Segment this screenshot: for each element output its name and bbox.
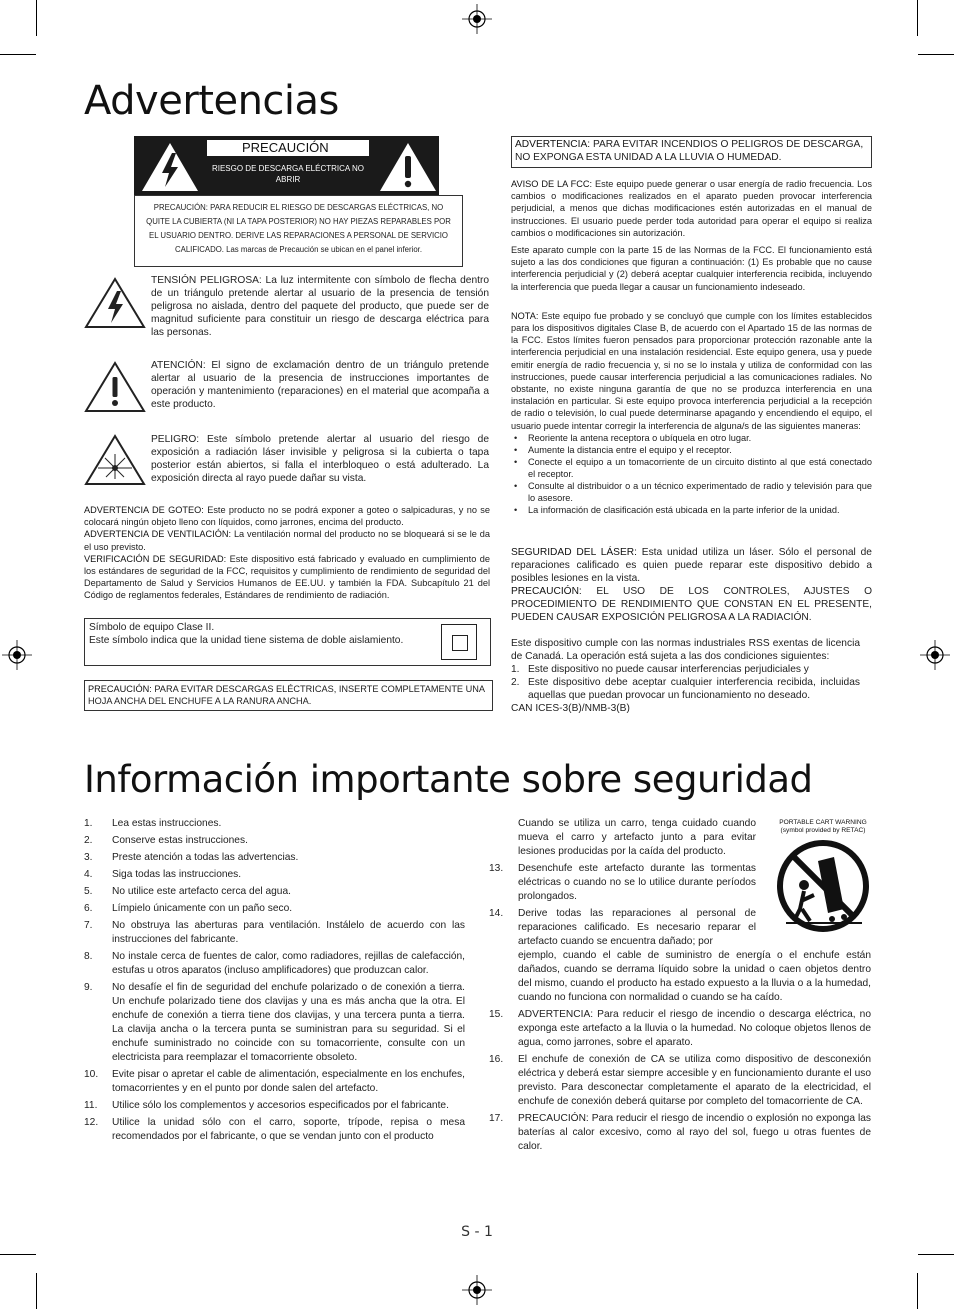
list-item: 9. No desafíe el fin de seguridad del enchufe polarizado o de conexión a tierra. Un enchufe polarizado tiene dos clavijas y una es más ancha que la otra. El enchufe de conexión a tierra tiene dos clavijas, y una tercera punta a tierra. La clavija ancha o la tercera punta se suministran para su seguridad. Si el enchufe suministrado no coincide con su tomacorriente, consulte con un electricista para reemplazar el tomacorriente obsoleto. xyxy=(84,982,465,1063)
list-item: 4. Siga todas las instrucciones. xyxy=(84,869,242,880)
fcc-paragraph-3: NOTA: Este equipo fue probado y se concluyó que cumple con los límites establecidos para los dispositivos digitales Clase B, de acuerdo con el Apartado 15 de las normas de la FCC. Estos límites fueron pensados para proporcionar protección razonable ante la interferencia perjudicial en una instalación residencial. Este equipo genera, usa y puede emitir energía de radio frecuencia y, si no se lo instala y utiliza de conformidad con las instrucciones, puede causar interferencia perjudicial a las comunicaciones radiales. No obstante, no existe ninguna garantía de que no se produzca interferencia en una instalación en particular. Si este equipo provoca interferencia perjudicial a la recepción de radio o televisión, lo cual puede determinarse apagando y encendiendo el equipo, el usuario puede intentar corregir la interferencia de alguna/s de las siguientes maneras: xyxy=(511,310,872,431)
list-item: 1. Lea estas instrucciones. xyxy=(84,818,222,829)
crop-mark xyxy=(0,1254,36,1255)
list-item: 6. Límpielo únicamente con un paño seco. xyxy=(84,903,293,914)
list-item: 13. Desenchufe este artefacto durante las tormentas eléctricas o cuando no se lo utilice durante períodos prolongados. xyxy=(489,863,756,902)
symbol-description-attention: ATENCIÓN: El signo de exclamación dentro de un triángulo pretende alertar al usuario de la presencia de instrucciones importantes de operación y mantenimiento (reparaciones) en el material que acompaña a este producto. xyxy=(151,360,489,410)
exclamation-triangle-icon xyxy=(84,361,146,413)
ventilation-warning: ADVERTENCIA DE VENTILACIÓN: La ventilación normal del producto no se bloqueará si se le da el uso previsto. xyxy=(84,529,491,552)
cart-warning-title: PORTABLE CART WARNING xyxy=(779,819,867,826)
crop-mark xyxy=(36,1273,37,1309)
caution-header: PRECAUCIÓN xyxy=(206,139,370,157)
plug-caution-box: PRECAUCIÓN: PARA EVITAR DESCARGAS ELÉCTRICAS, INSERTE COMPLETAMENTE UNA HOJA ANCHA DEL ENCHUFE A LA RANURA ANCHA. xyxy=(84,680,493,711)
list-item: 2. Conserve estas instrucciones. xyxy=(84,835,248,846)
crop-mark xyxy=(0,54,36,55)
list-item: 8. No instale cerca de fuentes de calor, como radiadores, rejillas de calefacción, estufas u otros aparatos (incluso amplificadores) que produzcan calor. xyxy=(84,951,465,976)
crop-mark xyxy=(917,0,918,36)
caution-panel xyxy=(134,136,463,267)
list-item: 3. Preste atención a todas las advertencias. xyxy=(84,852,299,863)
instructions-list-left xyxy=(84,817,465,1147)
lightning-triangle-icon xyxy=(140,141,200,193)
list-item: 7. No obstruya las aberturas para ventilación. Instálelo de acuerdo con las instrucciones del fabricante. xyxy=(84,920,465,945)
item-12-continued: Cuando se utiliza un carro, tenga cuidado cuando mueva el carro y artefacto junto a para evitar lesiones producidas por la caída del producto. xyxy=(518,818,756,857)
list-item: • Aumente la distancia entre el equipo y el receptor. xyxy=(511,444,872,456)
fcc-bullet-list xyxy=(511,432,872,516)
left-warnings xyxy=(84,504,490,602)
crop-mark xyxy=(918,1254,954,1255)
list-item: 1. Este dispositivo no puede causar interferencias perjudiciales y xyxy=(511,664,809,675)
caution-body-text: PRECAUCIÓN: PARA REDUCIR EL RIESGO DE DESCARGAS ELÉCTRICAS, NO QUITE LA CUBIERTA (NI LA TAPA POSTERIOR) NO HAY PIEZAS REPARABLES POR EL USUARIO DENTRO. DERIVE LAS REPARACIONES A PERSONAL DE SERVICIO CALIFICADO. Las marcas de Precaución se ubican en el panel inferior. xyxy=(146,203,451,254)
fcc-paragraph-1: AVISO DE LA FCC: Este equipo puede generar o usar energía de radio frecuencia. Los cambios o modificaciones realizados en el aparato pueden provocar interferencia perjudicial, a menos que dichas modificaciones estén autorizadas en el manual de instrucciones. El usuario puede perder toda autoridad para operar el equipo si realiza cambios o modificaciones sin autorización. xyxy=(511,179,872,238)
registration-mark-top xyxy=(462,4,492,34)
crop-mark xyxy=(36,0,37,36)
crop-mark xyxy=(918,54,954,55)
rss-compliance: Este dispositivo cumple con las normas industriales RSS exentas de licencia de Canadá. La operación está sujeta a las dos condiciones siguientes: 1. Este dispositivo no puede causar interferencias perjudiciales y 2. Este dispositivo debe aceptar cualquier interferencia recibida, incluidas aquellas que puedan provocar un funcionamiento no deseado. CAN ICES-3(B)/NMB-3(B) xyxy=(511,638,860,714)
list-item: 16. El enchufe de conexión de CA se utiliza como dispositivo de desconexión eléctrica y deberá estar siempre accesible y en funcionamiento durante el uso previsto. Para desconectar completamente el aparato de la electricidad, el enchufe de conexión deberá quitarse por completo del tomacorriente de CA. xyxy=(489,1054,871,1107)
cart-warning-subtitle: (symbol provided by RETAC) xyxy=(780,827,866,834)
tipping-cart-icon xyxy=(774,839,872,933)
section-title-safety: Información importante sobre seguridad xyxy=(84,758,813,801)
list-item: 12. Utilice la unidad sólo con el carro, soporte, trípode, repisa o mesa recomendados por el fabricante, o que se vendan junto con el producto xyxy=(84,1117,465,1142)
class2-title: Símbolo de equipo Clase II. xyxy=(89,622,215,633)
section-title-warnings: Advertencias xyxy=(84,78,339,124)
class2-text: Este símbolo indica que la unidad tiene sistema de doble aislamiento. xyxy=(89,635,404,646)
laser-safety: SEGURIDAD DEL LÁSER: Esta unidad utiliza un láser. Sólo el personal de reparaciones calificado es quien puede reparar este dispositivo debido a posibles lesiones en la vista. PRECAUCIÓN: EL USO DE LOS CONTROLES, AJUSTES O PROCEDIMIENTO DE RENDIMIENTO QUE CONSTAN EN EL PRESENTE, PUEDEN CAUSAR EXPOSICIÓN PELIGROSA A LA RADIACIÓN. xyxy=(511,547,872,623)
exclamation-triangle-icon xyxy=(378,141,438,193)
registration-mark-right xyxy=(920,640,950,670)
registration-mark-bottom xyxy=(462,1275,492,1305)
list-item: • Reoriente la antena receptora o ubíquela en otro lugar. xyxy=(511,432,872,444)
fire-warning-box: ADVERTENCIA: PARA EVITAR INCENDIOS O PELIGROS DE DESCARGA, NO EXPONGA ESTA UNIDAD A LA LLUVIA O HUMEDAD. xyxy=(511,136,872,168)
lightning-triangle-icon xyxy=(84,277,146,329)
symbol-description-danger: PELIGRO: Este símbolo pretende alertar al usuario del riesgo de exposición a radiación láser invisible y peligrosa si la cubierta o tapa posterior están abiertos, si falla el interbloqueo o está adulterado. La exposición directa al rayo puede dañar su vista. xyxy=(151,434,489,484)
cart-warning xyxy=(770,819,876,935)
caution-subheader: RIESGO DE DESCARGA ELÉCTRICA NO ABRIR xyxy=(211,164,365,184)
instructions-list-right xyxy=(489,1008,871,1154)
registration-mark-left xyxy=(2,640,32,670)
list-item: 14. Derive todas las reparaciones al personal de reparaciones calificado. Es necesario reparar el artefacto cuando se encuentra dañado; por xyxy=(489,908,756,947)
list-item: 5. No utilice este artefacto cerca del agua. xyxy=(84,886,291,897)
list-item: 11. Utilice sólo los complementos y accesorios especificados por el fabricante. xyxy=(84,1100,449,1111)
crop-mark xyxy=(917,1273,918,1309)
laser-triangle-icon xyxy=(84,434,146,486)
double-insulation-icon xyxy=(441,624,477,660)
list-item: • Consulte al distribuidor o a un técnico experimentado de radio y televisión para que lo asesore. xyxy=(511,480,872,504)
fcc-notice xyxy=(511,178,872,516)
drip-warning: ADVERTENCIA DE GOTEO: Este producto no se podrá exponer a goteo o salpicaduras, y no se colocará ningún objeto lleno con líquidos, como jarrones, encima del producto. xyxy=(84,505,490,528)
list-item: 2. Este dispositivo debe aceptar cualquier interferencia recibida, incluidas aquellas que puedan provocar un funcionamiento no deseado. xyxy=(511,677,860,701)
class2-box xyxy=(84,618,491,666)
symbol-description-voltage: TENSIÓN PELIGROSA: La luz intermitente con símbolo de flecha dentro de un triángulo pretende alertar al usuario de la presencia de tensión peligrosa no aislada, dentro del paquete del producto, que puede ser de magnitud suficiente para constituir un riesgo de descarga eléctrica para las personas. xyxy=(151,275,489,338)
caution-body xyxy=(134,195,463,267)
can-ices: CAN ICES-3(B)/NMB-3(B) xyxy=(511,703,630,714)
fcc-paragraph-2: Este aparato cumple con la parte 15 de las Normas de la FCC. El funcionamiento está sujeto a las dos condiciones que figuran a continuación: (1) Es probable que no cause interferencia perjudicial y (2) deberá aceptar cualquier interferencia recibida, incluyendo la interferencia que pueda llegar a causar un funcionamiento indeseado. xyxy=(511,245,872,292)
page-number: S - 1 xyxy=(461,1224,493,1240)
list-item: • La información de clasificación está ubicada en la parte inferior de la unidad. xyxy=(511,504,872,516)
list-item: 15. ADVERTENCIA: Para reducir el riesgo de incendio o descarga eléctrica, no exponga este artefacto a la lluvia o la humedad. No coloque objetos llenos de agua, como jarrones, sobre el aparato. xyxy=(489,1009,871,1048)
item-14-continued: ejemplo, cuando el cable de suministro de energía o el enchufe están dañados, cuando se derrama líquido sobre la unidad o caen objetos dentro del mismo, cuando el producto ha estado expuesto a la lluvia o a la humedad, cuando no funciona con normalidad o cuando se ha caído. xyxy=(518,950,871,1003)
list-item: • Conecte el equipo a un tomacorriente de un circuito distinto al que está conectado el receptor. xyxy=(511,456,872,480)
safety-verification: VERIFICACIÓN DE SEGURIDAD: Este dispositivo está fabricado y evaluado en cumplimiento de los estándares de seguridad de la FCC, requisitos y cumplimiento de rendimiento de seguridad del Departamento de Salud y Servicios Humanos de EE.UU. y también la FDA. Subcapítulo 21 del Código de reglamentos federales, Estándares de rendimiento de radiación. xyxy=(84,553,490,601)
list-item: 10. Evite pisar o apretar el cable de alimentación, especialmente en los enchufes, tomacorrientes y en el punto por donde salen del artefacto. xyxy=(84,1069,465,1094)
list-item: 17. PRECAUCIÓN: Para reducir el riesgo de incendio o explosión no exponga las baterías al calor excesivo, como al rayo del sol, fuego u otras fuentes de calor. xyxy=(489,1113,871,1152)
